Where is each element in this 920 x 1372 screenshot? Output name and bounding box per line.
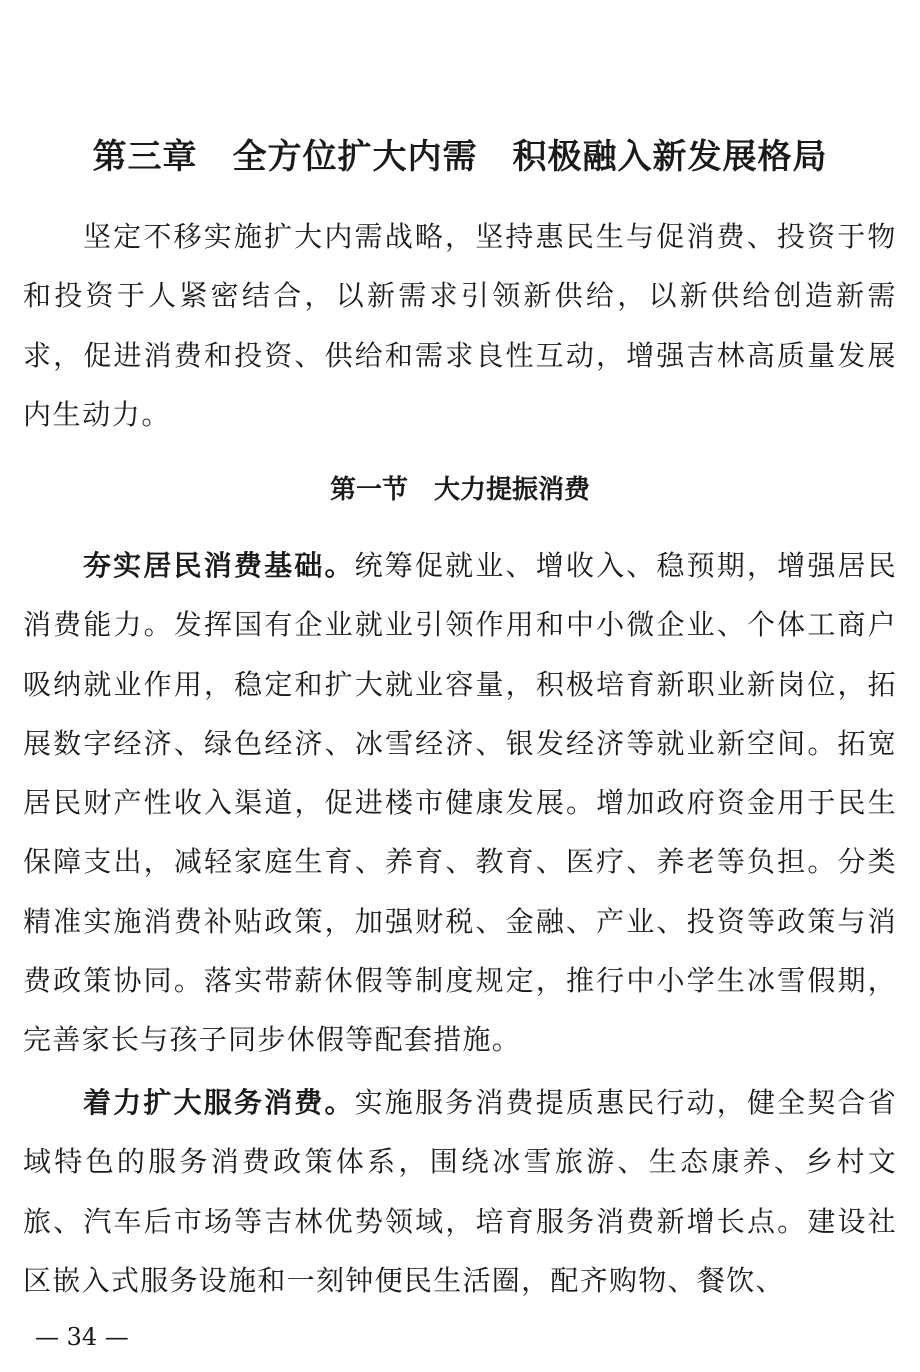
- section-title: 第一节 大力提振消费: [329, 475, 590, 505]
- paragraph-text: 统筹促就业、增收入、稳预期，增强居民消费能力。发挥国有企业就业引领作用和中小微企业、个体工商户吸纳就业作用，稳定和扩大就业容量，积极培育新职业新岗位，拓展数字经济、绿色经济、冰雪经济、银发经济等就业新空间。拓宽居民财产性收入渠道，促进楼市健康发展。增加政府资金用于民生保障支出，减轻家庭生育、养育、教育、医疗、养老等负担。分类精准实施消费补贴政策，加强财税、金融、产业、投资等政策与消费政策协同。落实带薪休假等制度规定，推行中小学生冰雪假期，完善家长与孩子同步休假等配套措施。: [23, 549, 897, 1057]
- paragraph-lead: 夯实居民消费基础。: [83, 549, 355, 582]
- intro-paragraph: 坚定不移实施扩大内需战略，坚持惠民生与促消费、投资于物和投资于人紧密结合，以新需求引领新供给，以新供给创造新需求，促进消费和投资、供给和需求良性互动，增强吉林高质量发展内生动力。: [23, 220, 897, 431]
- body-paragraph: [23, 1073, 897, 1310]
- paragraph-text: 实施服务消费提质惠民行动，健全契合省域特色的服务消费政策体系，围绕冰雪旅游、生态康养、乡村文旅、汽车后市场等吉林优势领域，培育服务消费新增长点。建设社区嵌入式服务设施和一刻钟便民生活圈，配齐购物、餐饮、: [23, 1086, 897, 1297]
- page-number: — 34 —: [35, 1323, 129, 1351]
- paragraph-lead: 着力扩大服务消费。: [83, 1086, 355, 1119]
- body-paragraph: [23, 536, 897, 1070]
- chapter-title: 第三章 全方位扩大内需 积极融入新发展格局: [92, 137, 828, 177]
